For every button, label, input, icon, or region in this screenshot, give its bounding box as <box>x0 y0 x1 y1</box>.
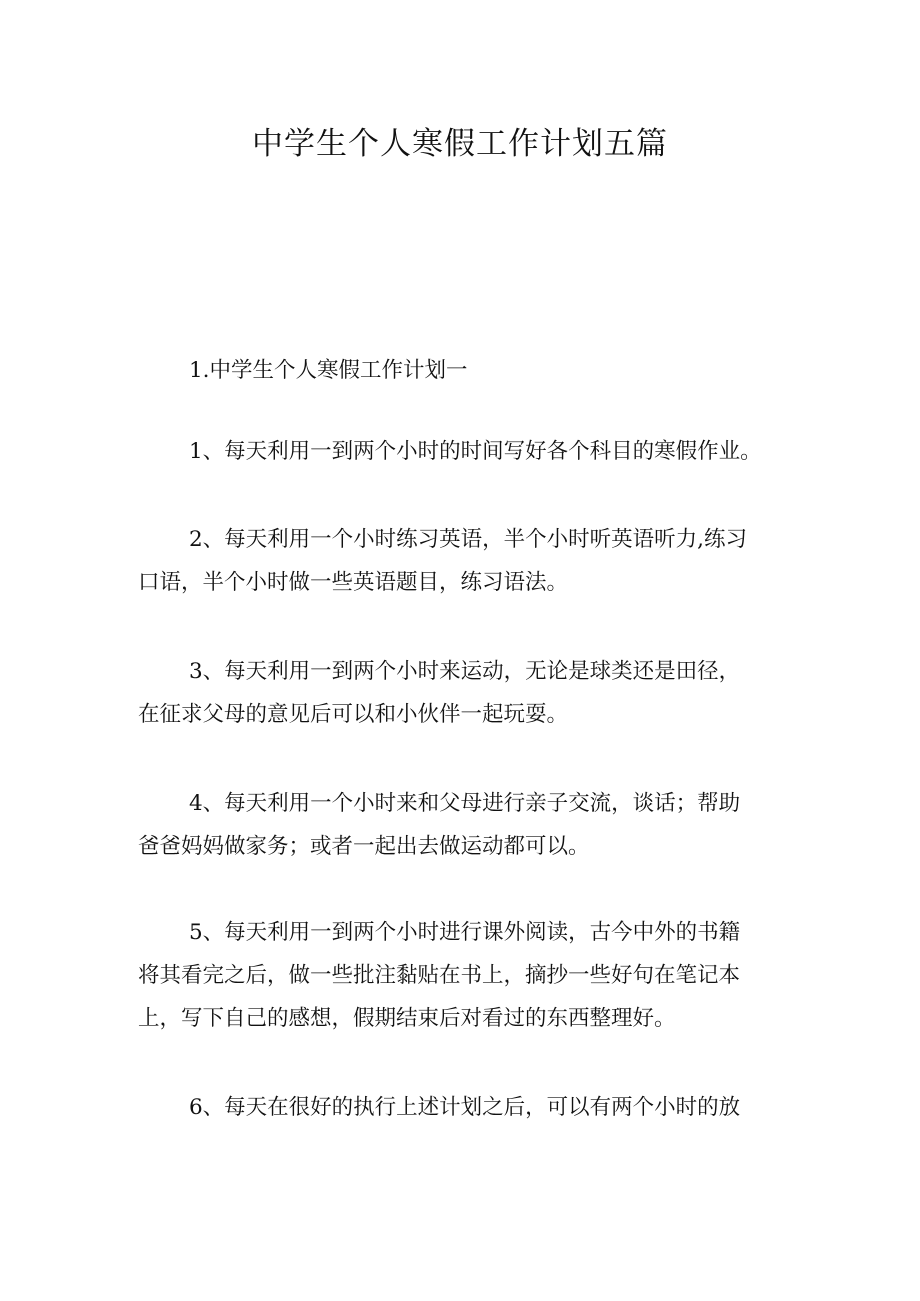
plan-item-5 <box>138 911 798 1040</box>
paragraph-line: 4、每天利用一个小时来和父母进行亲子交流，谈话；帮助 <box>189 791 741 816</box>
paragraph-line: 上，写下自己的感想，假期结束后对看过的东西整理好。 <box>138 1006 676 1031</box>
plan-item-6 <box>138 1086 798 1129</box>
plan-item-1 <box>138 430 798 473</box>
paragraph-line: 1.中学生个人寒假工作计划一 <box>189 358 468 383</box>
paragraph-line: 1、每天利用一到两个小时的时间写好各个科目的寒假作业。 <box>189 439 762 464</box>
plan-item-4 <box>138 782 798 868</box>
paragraph-line: 5、每天利用一到两个小时进行课外阅读，古今中外的书籍 <box>189 920 741 945</box>
plan-item-2 <box>138 518 798 604</box>
paragraph-line: 在征求父母的意见后可以和小伙伴一起玩耍。 <box>138 702 569 727</box>
paragraph-line: 爸爸妈妈做家务；或者一起出去做运动都可以。 <box>138 834 590 859</box>
section-heading <box>138 349 798 392</box>
plan-item-3 <box>138 650 798 736</box>
paragraph-line: 6、每天在很好的执行上述计划之后，可以有两个小时的放 <box>189 1095 741 1120</box>
paragraph-line: 口语，半个小时做一些英语题目，练习语法。 <box>138 570 569 595</box>
paragraph-line: 2、每天利用一个小时练习英语，半个小时听英语听力,练习 <box>189 527 748 552</box>
paragraph-line: 将其看完之后，做一些批注黏贴在书上，摘抄一些好句在笔记本 <box>138 963 741 988</box>
document-title: 中学生个人寒假工作计划五篇 <box>252 126 668 162</box>
paragraph-line: 3、每天利用一到两个小时来运动，无论是球类还是田径， <box>189 659 741 684</box>
